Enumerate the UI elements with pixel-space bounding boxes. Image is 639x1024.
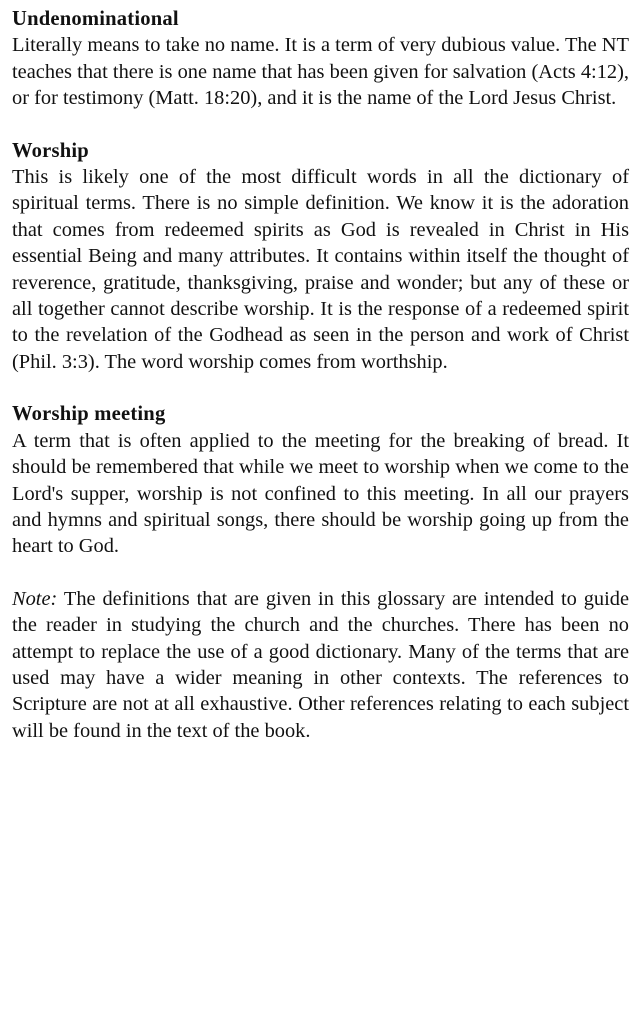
- glossary-note: [12, 586, 629, 744]
- entry-definition: A term that is often applied to the meeting for the breaking of bread. It should be remembered that while we meet to worship when we come to the Lord's supper, worship is not confined to this meeting. In all our prayers and hymns and spiritual songs, there should be worship going up from the heart to God.: [12, 429, 629, 558]
- entry-definition: This is likely one of the most difficult words in all the dictionary of spiritual terms. There is no simple definition. We know it is the adoration that comes from redeemed spirits as God is revealed in Christ in His essential Being and many attributes. It contains within itself the thought of reverence, gratitude, thanksgiving, praise and wonder; but any of these or all together cannot describe worship. It is the response of a redeemed spirit to the revelation of the Godhead as seen in the person and work of Christ (Phil. 3:3). The word worship comes from worthship.: [12, 166, 629, 373]
- note-label: Note:: [12, 587, 58, 610]
- note-text: The definitions that are given in this glossary are intended to guide the reader in studying the church and the churches. There has been no attempt to replace the use of a good dictionary. Many of the terms that are used may have a wider meaning in other contexts. The references to Scripture are not at all exhaustive. Other references relating to each subject will be found in the text of the book.: [12, 587, 630, 742]
- glossary-entry-worship: [12, 138, 629, 376]
- entry-definition: Literally means to take no name. It is a term of very dubious value. The NT teaches that there is one name that has been given for salvation (Acts 4:12), or for testimony (Matt. 18:20), and it is the name of the Lord Jesus Christ.: [12, 34, 629, 110]
- glossary-page: [12, 6, 629, 744]
- entry-term: Worship meeting: [12, 403, 166, 426]
- glossary-entry-undenominational: [12, 6, 629, 112]
- entry-term: Worship: [12, 139, 89, 162]
- glossary-entry-worship-meeting: [12, 401, 629, 559]
- entry-term: Undenominational: [12, 8, 179, 30]
